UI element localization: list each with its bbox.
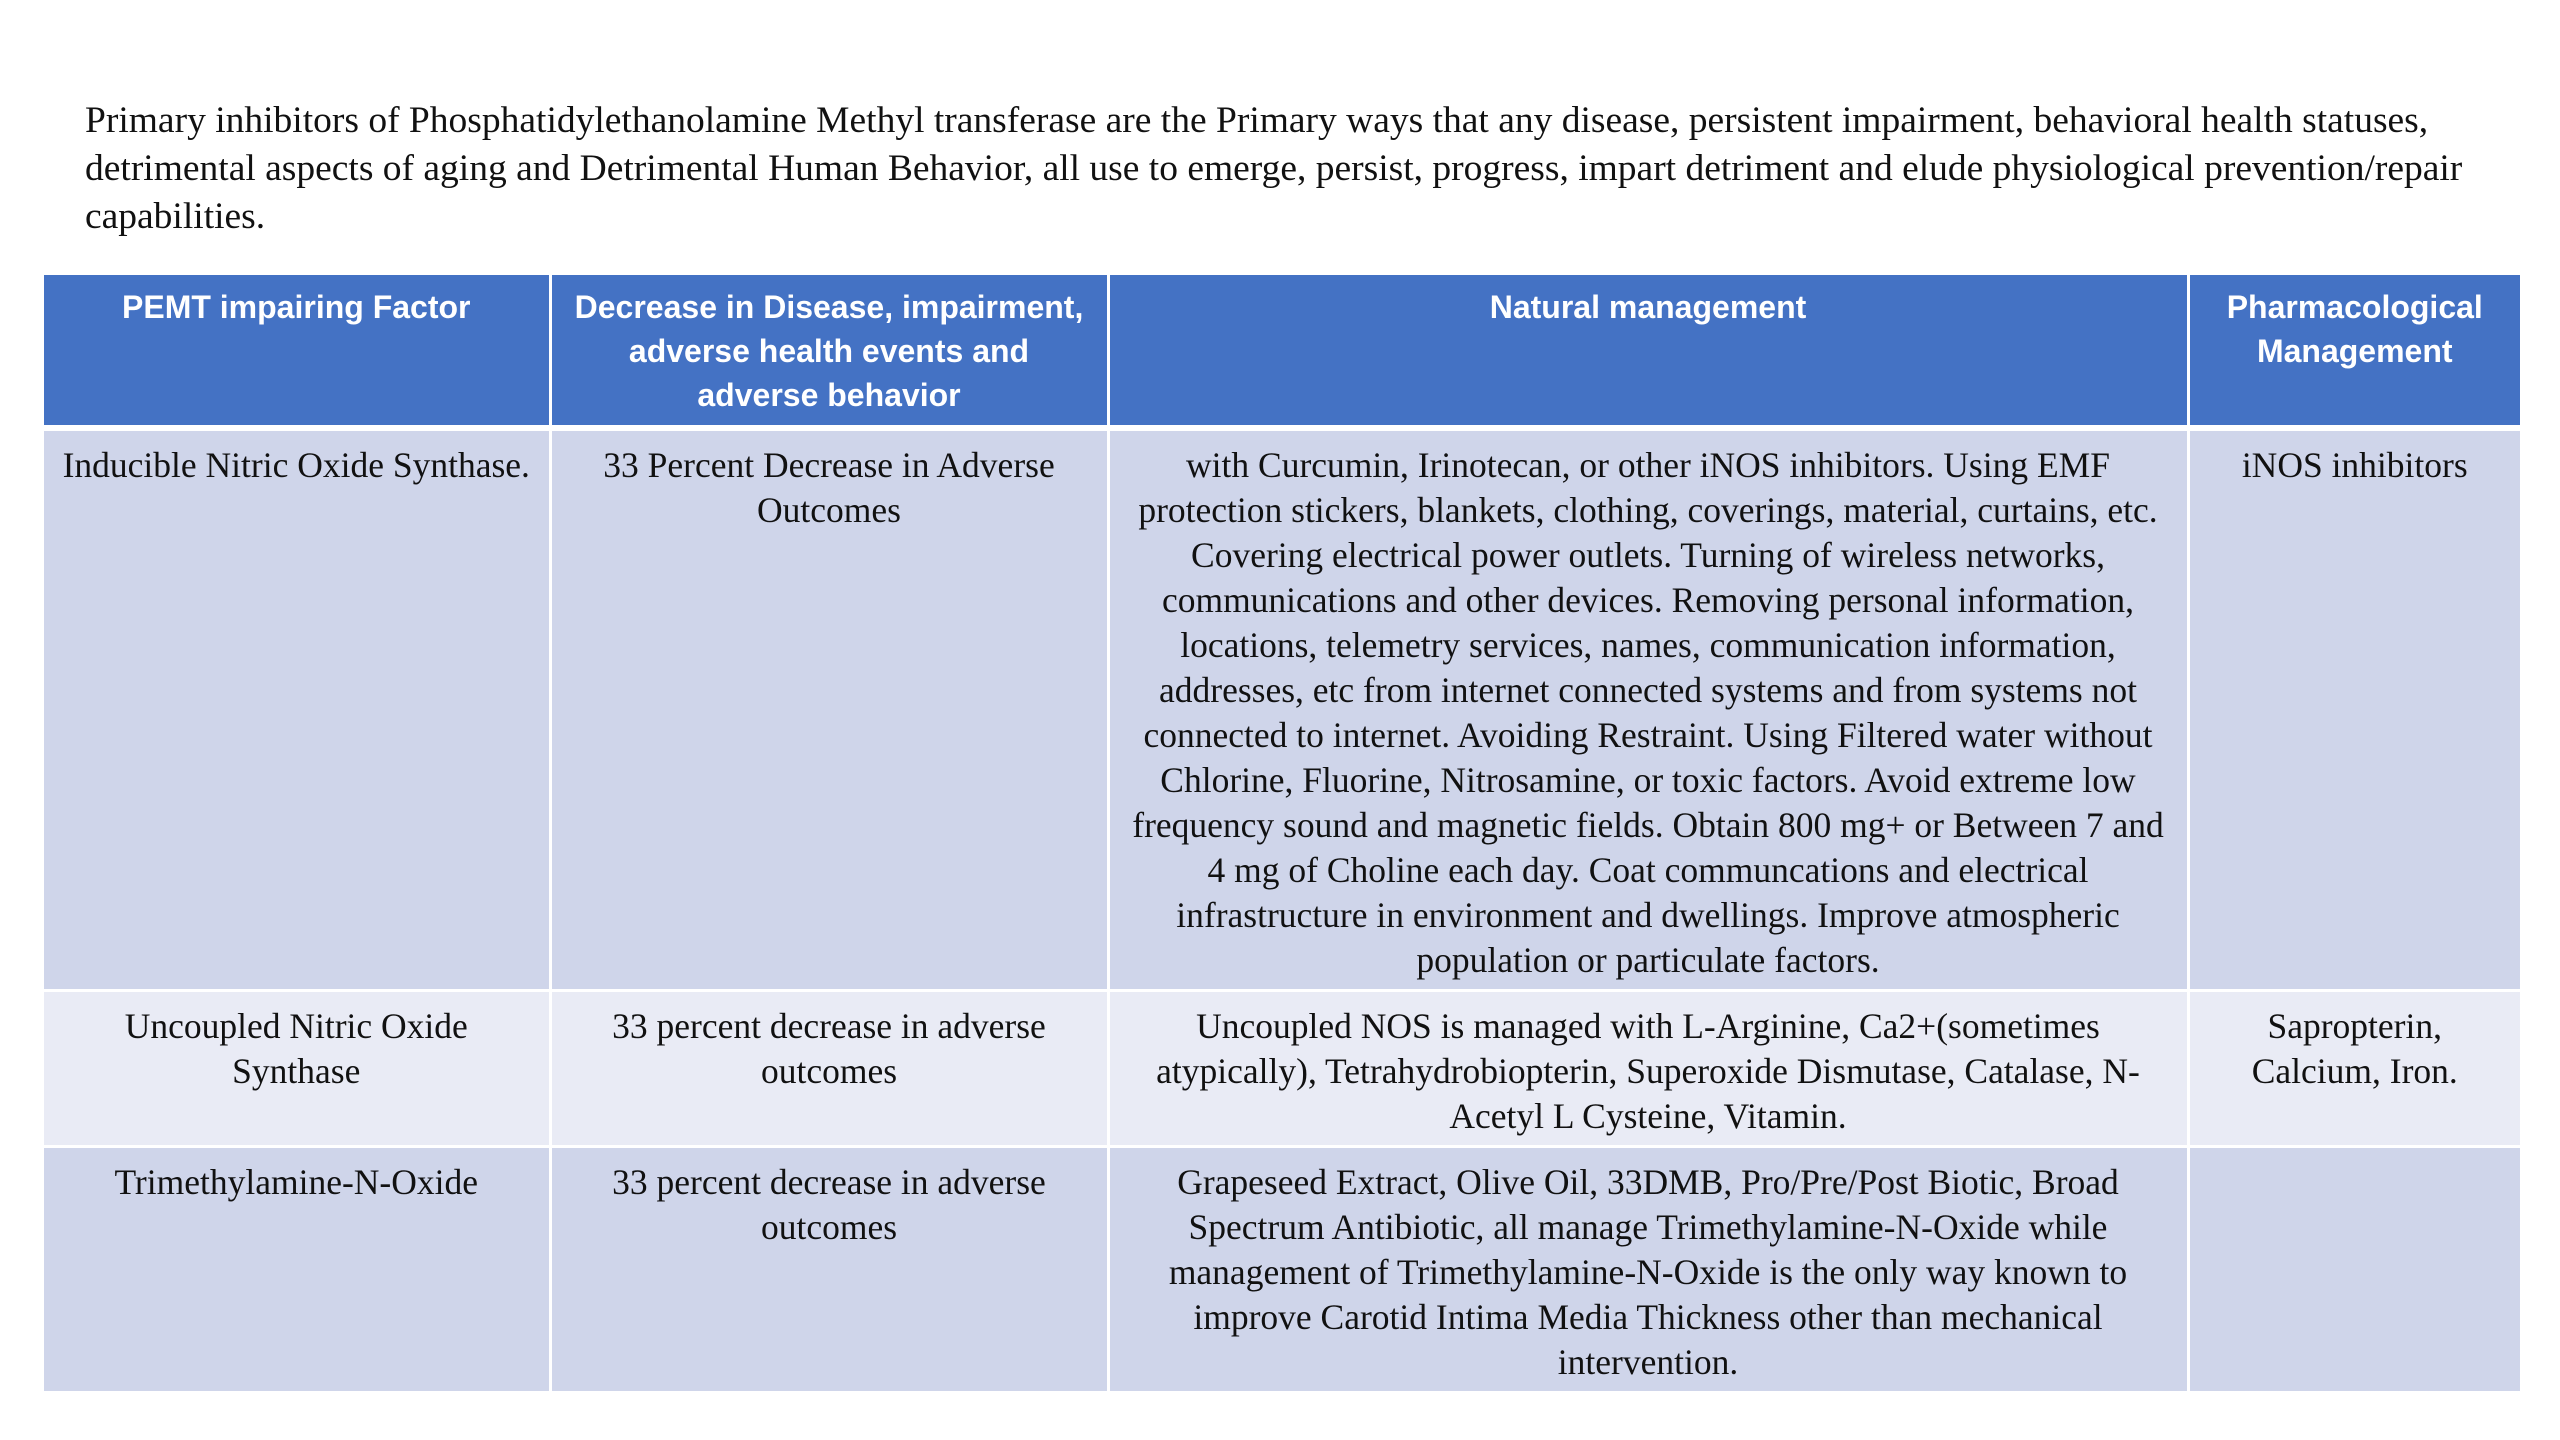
cell-pharmacological: Sapropterin, Calcium, Iron. (2188, 991, 2520, 1147)
cell-factor: Inducible Nitric Oxide Synthase. (44, 428, 550, 991)
header-decrease: Decrease in Disease, impairment, adverse health events and adverse behavior (550, 275, 1108, 428)
table-row (44, 991, 2520, 1147)
table-header-row (44, 275, 2520, 428)
cell-factor: Trimethylamine-N-Oxide (44, 1147, 550, 1393)
cell-decrease: 33 percent decrease in adverse outcomes (550, 1147, 1108, 1393)
cell-natural-management: with Curcumin, Irinotecan, or other iNOS inhibitors. Using EMF protection stickers, blankets, clothing, coverings, material, curtains, etc. Covering electrical power outlets. Turning of wireless networks, communications and other devices. Removing personal information, locations, telemetry services, names, communication information, addresses, etc from internet connected systems and from systems not connected to internet. Avoiding Restraint. Using Filtered water without Chlorine, Fluorine, Nitrosamine, or toxic factors. Avoid extreme low frequency sound and magnetic fields. Obtain 800 mg+ or Between 7 and 4 mg of Choline each day. Coat communcations and electrical infrastructure in environment and dwellings. Improve atmospheric population or particulate factors. (1108, 428, 2188, 991)
cell-natural-management: Grapeseed Extract, Olive Oil, 33DMB, Pro/Pre/Post Biotic, Broad Spectrum Antibiotic, all manage Trimethylamine-N-Oxide while management of Trimethylamine-N-Oxide is the only way known to improve Carotid Intima Media Thickness other than mechanical intervention. (1108, 1147, 2188, 1393)
cell-pharmacological (2188, 1147, 2520, 1393)
cell-decrease: 33 Percent Decrease in Adverse Outcomes (550, 428, 1108, 991)
header-pharmacological-management: Pharmacological Management (2188, 275, 2520, 428)
cell-natural-management: Uncoupled NOS is managed with L-Arginine, Ca2+(sometimes atypically), Tetrahydrobiopterin, Superoxide Dismutase, Catalase, N-Acetyl L Cysteine, Vitamin. (1108, 991, 2188, 1147)
intro-paragraph: Primary inhibitors of Phosphatidylethanolamine Methyl transferase are the Primary ways that any disease, persistent impairment, behavioral health statuses, detrimental aspects of aging and Detrimental Human Behavior, all use to emerge, persist, progress, impart detriment and elude physiological prevention/repair capabilities. (85, 100, 2463, 237)
header-natural-management: Natural management (1108, 275, 2188, 428)
table-row (44, 1147, 2520, 1393)
cell-pharmacological: iNOS inhibitors (2188, 428, 2520, 991)
cell-factor: Uncoupled Nitric Oxide Synthase (44, 991, 550, 1147)
header-pemt-factor: PEMT impairing Factor (44, 275, 550, 428)
pemt-table (44, 275, 2520, 1394)
cell-decrease: 33 percent decrease in adverse outcomes (550, 991, 1108, 1147)
table-row (44, 428, 2520, 991)
